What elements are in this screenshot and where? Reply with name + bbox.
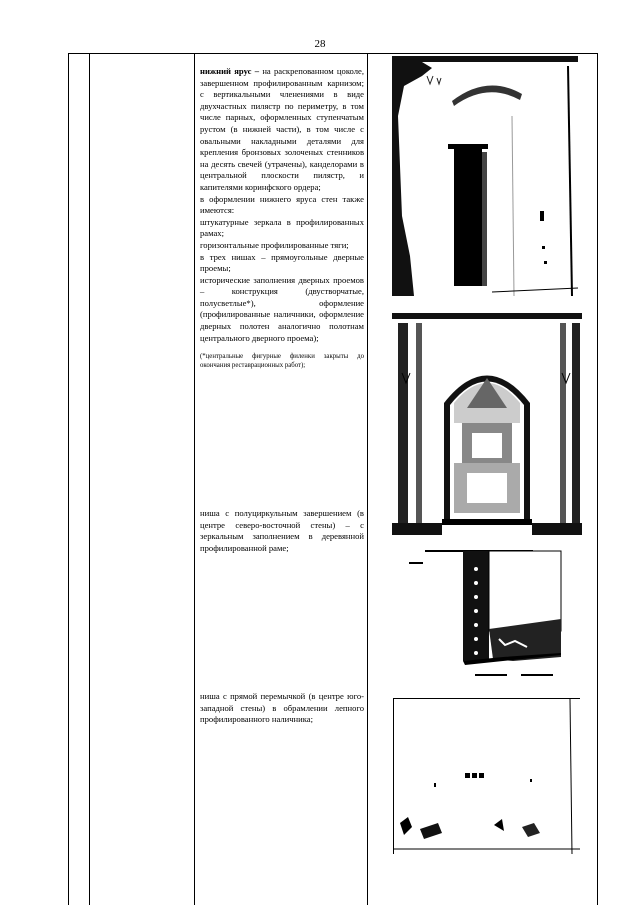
table-border-col3 bbox=[367, 53, 368, 905]
straight-niche-text: ниша с прямой перемычкой (в центре юго-западной стены) в обрамлении лепного профилированного наличника; bbox=[200, 691, 364, 725]
photo-pilaster-doorway bbox=[392, 56, 578, 296]
table-border-col2 bbox=[194, 53, 195, 905]
table-border-left bbox=[68, 53, 69, 905]
description-table bbox=[68, 53, 598, 905]
table-border-right bbox=[597, 53, 598, 905]
photo-arched-niche bbox=[392, 313, 582, 535]
page-number: 28 bbox=[314, 38, 326, 50]
niches-text: в трех нишах – прямоугольные дверные проемы; bbox=[200, 251, 364, 274]
table-top-border bbox=[68, 53, 598, 54]
lower-tier-description bbox=[200, 66, 364, 370]
rods-text: горизонтальные профилированные тяги; bbox=[200, 239, 349, 250]
photo-straight-niche bbox=[393, 698, 580, 854]
photo-mirror-frame-detail bbox=[403, 549, 563, 694]
mirrors-text: штукатурные зеркала в профилированных рамах; bbox=[200, 216, 364, 239]
lower-tier-heading: нижний ярус – bbox=[200, 66, 260, 76]
door-fill-text: исторические заполнения дверных проемов – конструкция (двустворчатые, полусветлые*), оформление (профилированные наличники, оформление дверных полотен аналогично полотнам центрального дверного проема); bbox=[200, 274, 364, 343]
semicircular-niche-text: ниша с полуциркульным завершением (в центре северо-восточной стены) – с зеркальным заполнением в деревянной профилированной раме; bbox=[200, 508, 364, 553]
lower-tier-intro: на раскрепованном цоколе, завершенном профилированным карнизом; с вертикальными членениями в виде двухчастных пилястр по периметру, в том числе парных, оформленных ступенчатым рустом (в нижней части), в том числе с овальными накладными деталями для крепления бронзовых золоченых стенников на десять свечей (утрачены), канделорами в центральной плоскости пилястр, и капителями коринфского ордера; bbox=[200, 66, 364, 192]
lower-tier-also: в оформлении нижнего яруса стен также имеются: bbox=[200, 193, 364, 216]
table-border-col1 bbox=[89, 53, 90, 905]
footnote-text: (*центральные фигурные филенки закрыты до окончания реставрационных работ); bbox=[200, 353, 364, 370]
